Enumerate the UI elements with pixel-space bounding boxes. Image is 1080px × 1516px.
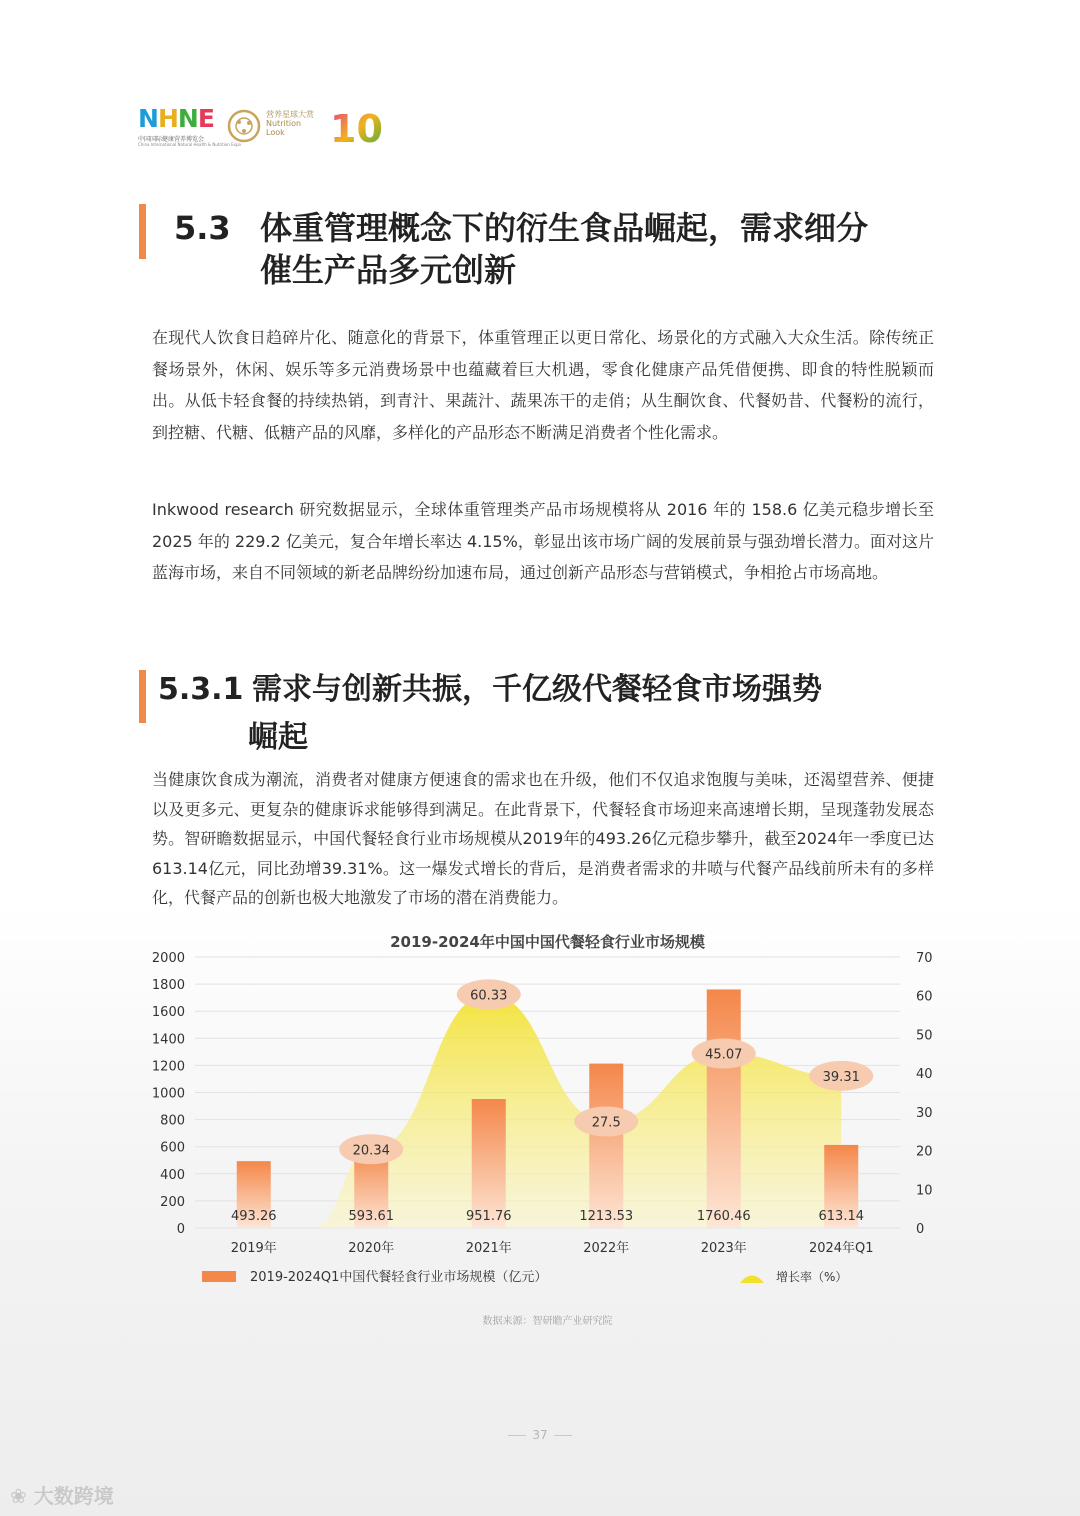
award-name-en-2: Look — [266, 128, 285, 137]
page-number-text: 37 — [532, 1428, 548, 1442]
y-left-tick-label: 1400 — [151, 1032, 185, 1048]
growth-value-label: 27.5 — [591, 1115, 621, 1131]
x-tick-label: 2021年 — [465, 1241, 512, 1256]
bar-value-label: 1760.46 — [696, 1209, 751, 1224]
nhne-logo: NHNE — [138, 104, 214, 133]
y-right-tick-label: 60 — [916, 989, 933, 1005]
section-accent-bar — [139, 204, 146, 259]
y-left-tick-label: 800 — [160, 1113, 185, 1129]
y-left-tick-label: 200 — [160, 1194, 185, 1210]
header-logos — [138, 104, 398, 150]
y-left-tick-label: 1000 — [151, 1086, 185, 1102]
subsection-title-line2: 崛起 — [248, 720, 308, 755]
legend-area-label: 增长率（%） — [776, 1270, 848, 1284]
bar-value-label: 1213.53 — [579, 1209, 634, 1224]
section-title-line2: 催生产品多元创新 — [260, 251, 517, 289]
award-name — [266, 110, 314, 137]
legend-area-swatch — [740, 1276, 764, 1284]
subsection-accent-bar — [139, 670, 146, 723]
anniversary-10-logo — [328, 104, 388, 150]
section-number: 5.3 — [174, 209, 231, 247]
award-emblem-icon — [226, 108, 262, 144]
section-paragraph-2: Inkwood research 研究数据显示，全球体重管理类产品市场规模将从 2016 年的 158.6 亿美元稳步增长至 2025 年的 229.2 亿美元，复合年增长率达 4.15%，彰显出该市场广阔的发展前景与强劲增长潜力。面对这片蓝海市场，来自不同领域的新老品牌纷纷加速布局，通过创新产品形态与营销模式，争相抢占市场高地。 — [152, 500, 934, 582]
growth-value-label: 45.07 — [705, 1047, 743, 1063]
y-right-tick-label: 50 — [916, 1028, 933, 1044]
nhne-logo-subtitle: 中国国际健康营养博览会 — [138, 136, 205, 143]
bar-value-label: 493.26 — [231, 1209, 277, 1224]
chart-source: 数据来源：智研瞻产业研究院 — [482, 1316, 613, 1327]
bar-value-label: 951.76 — [466, 1209, 512, 1224]
bar-value-label: 613.14 — [818, 1209, 864, 1224]
legend-bar-label: 2019-2024Q1中国代餐轻食行业市场规模（亿元） — [250, 1270, 548, 1285]
chart-title: 2019-2024年中国中国代餐轻食行业市场规模 — [390, 933, 705, 951]
y-right-tick-label: 40 — [916, 1067, 933, 1083]
page-number — [0, 1428, 1080, 1442]
y-left-tick-label: 1200 — [151, 1059, 185, 1075]
x-tick-label: 2020年 — [348, 1241, 395, 1256]
x-tick-label: 2024年Q1 — [808, 1241, 874, 1256]
award-name-cn: 营养星球大赏 — [266, 110, 314, 119]
y-left-tick-label: 2000 — [151, 951, 185, 966]
y-right-tick-label: 20 — [916, 1144, 933, 1160]
growth-value-label: 60.33 — [470, 988, 508, 1004]
y-left-tick-label: 600 — [160, 1140, 185, 1156]
bar-value-label: 593.61 — [348, 1209, 394, 1224]
growth-rate-area — [313, 994, 842, 1228]
x-tick-label: 2022年 — [583, 1241, 630, 1256]
section-title-line1: 体重管理概念下的衍生食品崛起，需求细分 — [260, 209, 869, 247]
growth-value-label: 20.34 — [352, 1143, 390, 1159]
section-paragraph-1: 在现代人饮食日趋碎片化、随意化的背景下，体重管理正以更日常化、场景化的方式融入大众生活。除传统正餐场景外，休闲、娱乐等多元消费场景中也蕴藏着巨大机遇，零食化健康产品凭借便携、即食的特性脱颖而出。从低卡轻食餐的持续热销，到青汁、果蔬汁、蔬果冻干的走俏；从生酮饮食、代餐奶昔、代餐粉的流行，到控糖、代糖、低糖产品的风靡，多样化的产品形态不断满足消费者个性化需求。 — [152, 328, 934, 442]
y-left-tick-label: 400 — [160, 1167, 185, 1183]
subsection-number: 5.3.1 — [158, 672, 244, 707]
nhne-logo-subtitle-en: China International Natural Health & Nutrition Expo — [138, 142, 241, 147]
x-tick-label: 2019年 — [230, 1241, 277, 1256]
market-size-chart — [140, 925, 940, 1345]
market-size-bar — [589, 1064, 623, 1228]
award-name-en-1: Nutrition — [266, 119, 302, 128]
y-left-tick-label: 0 — [176, 1222, 185, 1237]
watermark-text: 大数跨境 — [33, 1484, 114, 1508]
x-tick-label: 2023年 — [700, 1241, 747, 1256]
y-right-tick-label: 10 — [916, 1183, 933, 1199]
watermark — [10, 1480, 114, 1509]
legend-bar-swatch — [202, 1271, 236, 1282]
subsection-paragraph: 当健康饮食成为潮流，消费者对健康方便速食的需求也在升级，他们不仅追求饱腹与美味，还渴望营养、便捷以及更多元、更复杂的健康诉求能够得到满足。在此背景下，代餐轻食市场迎来高速增长期，呈现蓬勃发展态势。智研瞻数据显示，中国代餐轻食行业市场规模从2019年的493.26亿元稳步攀升，截至2024年一季度已达613.14亿元，同比劲增39.31%。这一爆发式增长的背后，是消费者需求的井喷与代餐产品线前所未有的多样化，代餐产品的创新也极大地激发了市场的潜在消费能力。 — [152, 770, 934, 907]
anniversary-number: 10 — [330, 107, 383, 150]
y-left-tick-label: 1600 — [151, 1005, 185, 1021]
y-left-tick-label: 1800 — [151, 978, 185, 994]
y-right-tick-label: 70 — [916, 951, 933, 966]
growth-value-label: 39.31 — [822, 1069, 860, 1085]
watermark-logo-icon: ❀ — [10, 1484, 27, 1508]
subsection-title-line1: 需求与创新共振，千亿级代餐轻食市场强势 — [252, 672, 822, 707]
y-right-tick-label: 30 — [916, 1105, 933, 1121]
chart-canvas — [140, 925, 940, 1345]
market-size-bar — [707, 989, 741, 1228]
y-right-tick-label: 0 — [916, 1222, 925, 1237]
